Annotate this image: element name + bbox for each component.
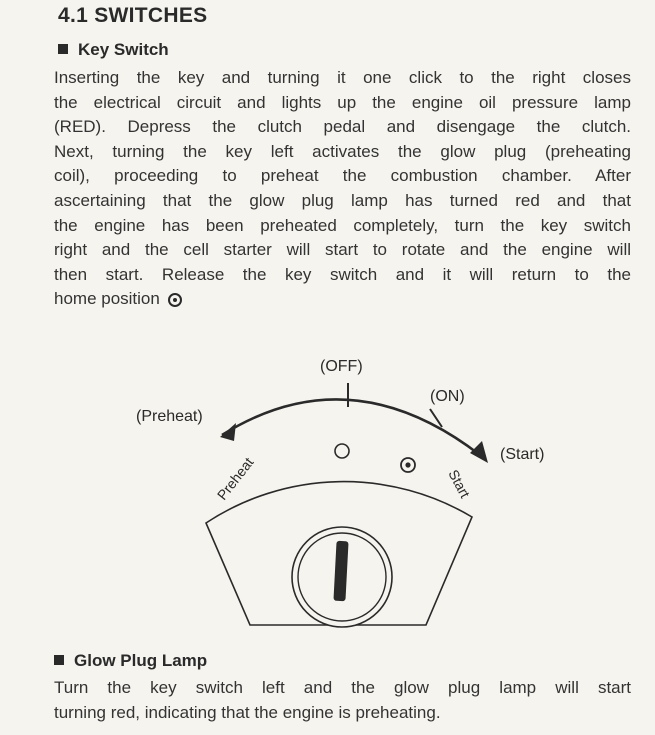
label-on: (ON) — [430, 388, 465, 405]
plate-preheat-text: Preheat — [213, 454, 257, 503]
paragraph-line: Inserting the key and turning it one click to the right closes — [54, 68, 631, 87]
square-bullet-icon — [58, 44, 68, 54]
arrow-left-icon — [220, 423, 236, 441]
label-start: (Start) — [500, 446, 545, 463]
key-switch-heading-text: Key Switch — [78, 40, 169, 59]
paragraph-line: ascertaining that the glow plug lamp has turned red and that — [54, 190, 631, 210]
paragraph-line — [54, 287, 631, 312]
paragraph-line: the electrical circuit and lights up the engine oil pressure lamp — [54, 92, 631, 112]
label-off: (OFF) — [320, 358, 363, 375]
square-bullet-icon — [54, 655, 64, 665]
key-switch-paragraph — [54, 66, 631, 312]
paragraph-line: right and the cell starter will start to rotate and the engine will — [54, 240, 631, 260]
paragraph-line: turning red, indicating that the engine is preheating. — [54, 702, 441, 722]
section-title: 4.1 SWITCHES — [58, 4, 208, 27]
key-switch-heading — [58, 40, 169, 60]
key-switch-diagram — [120, 345, 580, 645]
paragraph-line: the engine has been preheated completely, turn the key switch — [54, 215, 631, 235]
paragraph-line: Turn the key switch left and the glow plug lamp will start — [54, 678, 631, 697]
paragraph-line: then start. Release the key switch and it will return to the — [54, 264, 631, 284]
home-position-icon — [168, 293, 182, 307]
glow-plug-lamp-paragraph — [54, 676, 631, 725]
label-preheat: (Preheat) — [136, 408, 203, 425]
home-position-text: home position — [54, 289, 160, 309]
glow-plug-lamp-heading — [54, 651, 207, 671]
arrow-right-icon — [470, 441, 488, 463]
plate-start-text: Start — [445, 466, 474, 501]
glow-plug-lamp-heading-text: Glow Plug Lamp — [74, 651, 208, 670]
paragraph-line: Next, turning the key left activates the glow plug (preheating — [54, 141, 631, 161]
paragraph-line: (RED). Depress the clutch pedal and disengage the clutch. — [54, 117, 631, 137]
paragraph-line: coil), proceeding to preheat the combustion chamber. After — [54, 166, 631, 186]
off-position-circle — [335, 444, 349, 458]
